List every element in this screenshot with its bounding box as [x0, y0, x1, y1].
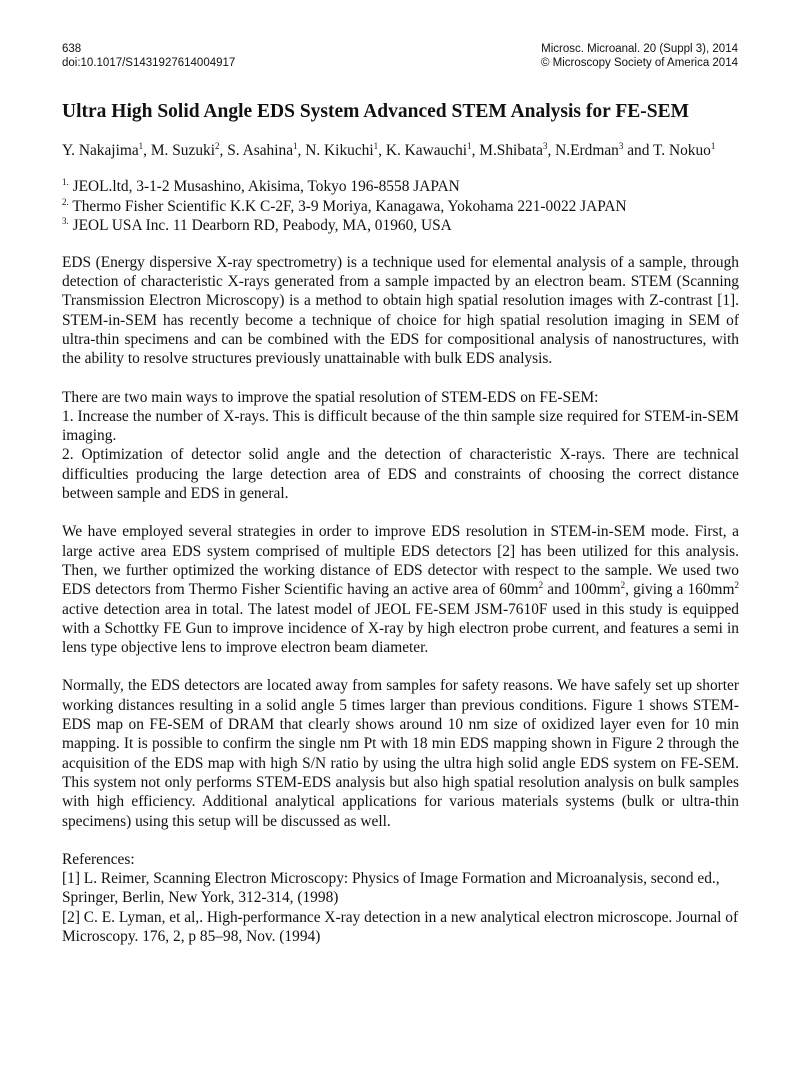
- affiliation: $^{3.}$ JEOL USA Inc. 11 Dearborn RD, Peabody, MA, 01960, USA: [62, 216, 452, 235]
- affiliations: [62, 177, 739, 236]
- author: S. Asahina$^1$: [227, 141, 298, 159]
- author: M. Suzuki$^2$: [150, 141, 220, 159]
- author: T. Nokuo$^1$: [653, 141, 716, 159]
- paper-title: Ultra High Solid Angle EDS System Advanced STEM Analysis for FE-SEM: [62, 101, 689, 122]
- paragraph-methods: [62, 388, 739, 504]
- article: [62, 100, 739, 946]
- references: [62, 850, 739, 946]
- paragraph-strategies: We have employed several strategies in order to improve EDS resolution in STEM-in-SEM mode. First, a large active area EDS system comprised of multiple EDS detectors [2] has been utilized for this analysis. Then, we further optimized the working distance of EDS detector with respect to the sample. We used two EDS detectors from Thermo Fisher Scientific having an active area of $60mm^2$ and $100mm^2$, giving a $160mm^2$ active detection area in total. The latest model of JEOL FE-SEM JSM-7610F used in this study is equipped with a Schottky FE Gun to improve incidence of X-ray by high electron probe current, and features a semi in lens type objective lens to improve electron beam diameter.: [62, 523, 739, 657]
- list-intro: There are two main ways to improve the spatial resolution of STEM-EDS on FE-SEM:: [62, 388, 599, 406]
- affiliation: $^{2.}$ Thermo Fisher Scientific K.K C-2F, 3-9 Moriya, Kanagawa, Yokohama 221-0022 JAPAN: [62, 196, 627, 215]
- author: N.Erdman$^3$: [555, 141, 624, 159]
- affiliation: $^{1.}$ JEOL.ltd, 3-1-2 Musashino, Akisima, Tokyo 196-8558 JAPAN: [62, 177, 460, 196]
- author: N. Kikuchi$^1$: [305, 141, 379, 159]
- author: Y. Nakajima$^1$: [62, 141, 144, 159]
- header-left: [62, 42, 235, 70]
- page-number: 638: [62, 43, 82, 55]
- journal-citation: Microsc. Microanal. 20 (Suppl 3), 2014: [541, 43, 738, 55]
- author: M.Shibata$^3$: [479, 141, 548, 159]
- references-heading: References:: [62, 850, 135, 868]
- list-item: 1. Increase the number of X-rays. This is difficult because of the thin sample size required for STEM-in-SEM imaging.: [62, 407, 739, 445]
- author: K. Kawauchi$^1$: [385, 141, 472, 159]
- paragraph-results: Normally, the EDS detectors are located away from samples for safety reasons. We have safely set up shorter working distances resulting in a solid angle 5 times larger than previous conditions. Figure 1 shows STEM-EDS map on FE-SEM of DRAM that clearly shows around 10 nm size of oxidized layer even for 10 min mapping. It is possible to confirm the single nm Pt with 18 min EDS mapping shown in Figure 2 through the acquisition of the EDS map with high S/N ratio by using the ultra high solid angle EDS system on FE-SEM. This system not only performs STEM-EDS analysis but also high spatial resolution analysis on bulk samples with high efficiency. Additional analytical applications for various materials systems (bulk or ultra-thin specimens) using this setup will be discussed as well.: [62, 677, 739, 830]
- paragraph-intro: EDS (Energy dispersive X-ray spectrometry) is a technique used for elemental analysis of a sample, through detection of characteristic X-rays generated from a sample impacted by an electron beam. STEM (Scanning Transmission Electron Microscopy) is a method to obtain high spatial resolution images with Z-contrast [1]. STEM-in-SEM has recently become a technique of choice for high spatial resolution imaging in SEM of ultra-thin specimens and can be combined with the EDS for compositional analysis of nanostructures, with the ability to resolve structures previously unattainable with bulk EDS analysis.: [62, 253, 739, 368]
- reference-item: [2] C. E. Lyman, et al,. High-performance X-ray detection in a new analytical electron microscope. Journal of Microscopy. 176, 2, p 85–98, Nov. (1994): [62, 908, 739, 945]
- list-item: 2. Optimization of detector solid angle and the detection of characteristic X-rays. There are technical difficulties producing the large detection area of EDS and constraints of choosing the correct distance between sample and EDS in general.: [62, 446, 739, 503]
- author-list: Y. Nakajima$^1$, M. Suzuki$^2$, S. Asahina$^1$, N. Kikuchi$^1$, K. Kawauchi$^1$, M.Shibata$^3$, N.Erdman$^3$ and T. Nokuo$^1$: [62, 141, 716, 159]
- copyright: © Microscopy Society of America 2014: [540, 57, 738, 69]
- reference-item: [1] L. Reimer, Scanning Electron Microscopy: Physics of Image Formation and Microanalysis, second ed., Springer, Berlin, New York, 312-314, (1998): [62, 870, 720, 907]
- doi[interactable]: doi:10.1017/S1431927614004917: [62, 57, 236, 69]
- header-right: [541, 42, 738, 70]
